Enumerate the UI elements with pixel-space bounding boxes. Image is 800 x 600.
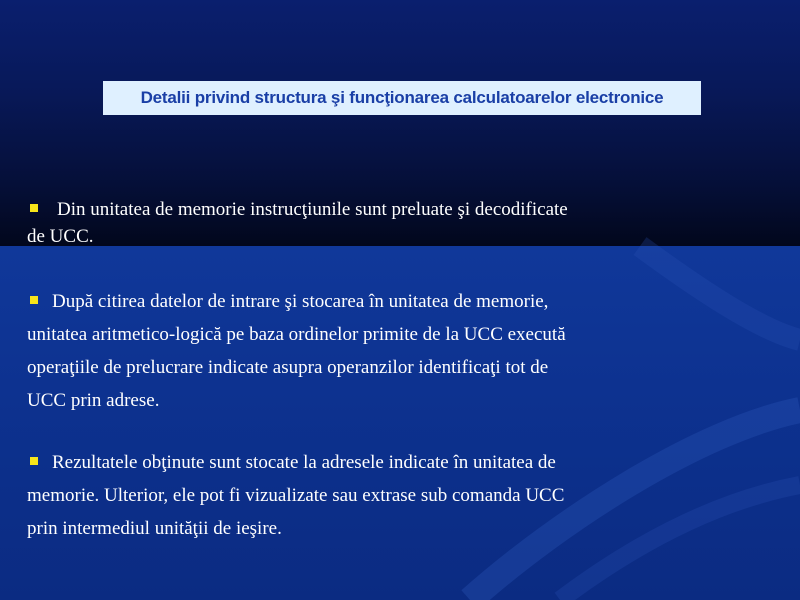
paragraph-1-line-1: Din unitatea de memorie instrucţiunile sunt preluate şi decodificate	[57, 199, 568, 220]
paragraph-3-line-2: memorie. Ulterior, ele pot fi vizualizate sau extrase sub comanda UCC	[27, 485, 565, 506]
bullet-square-icon	[30, 296, 38, 304]
paragraph-2-line-1: După citirea datelor de intrare şi stocarea în unitatea de memorie,	[52, 291, 549, 312]
paragraph-1-line-2: de UCC.	[27, 226, 94, 247]
paragraph-2-line-2: unitatea aritmetico-logică pe baza ordinelor primite de la UCC execută	[27, 324, 566, 345]
bullet-paragraph-2	[27, 285, 677, 417]
bullet-square-icon	[30, 204, 38, 212]
paragraph-3-line-1: Rezultatele obţinute sunt stocate la adresele indicate în unitatea de	[52, 452, 556, 473]
bullet-paragraph-1	[27, 196, 677, 250]
slide-title: Detalii privind structura şi funcţionarea calculatoarelor electronice	[140, 88, 664, 107]
bullet-square-icon	[30, 457, 38, 465]
bullet-paragraph-3	[27, 446, 677, 545]
paragraph-3-line-3: prin intermediul unităţii de ieşire.	[27, 518, 282, 539]
title-box	[103, 81, 701, 115]
paragraph-2-line-4: UCC prin adrese.	[27, 390, 160, 411]
paragraph-2-line-3: operaţiile de prelucrare indicate asupra operanzilor identificaţi tot de	[27, 357, 549, 378]
